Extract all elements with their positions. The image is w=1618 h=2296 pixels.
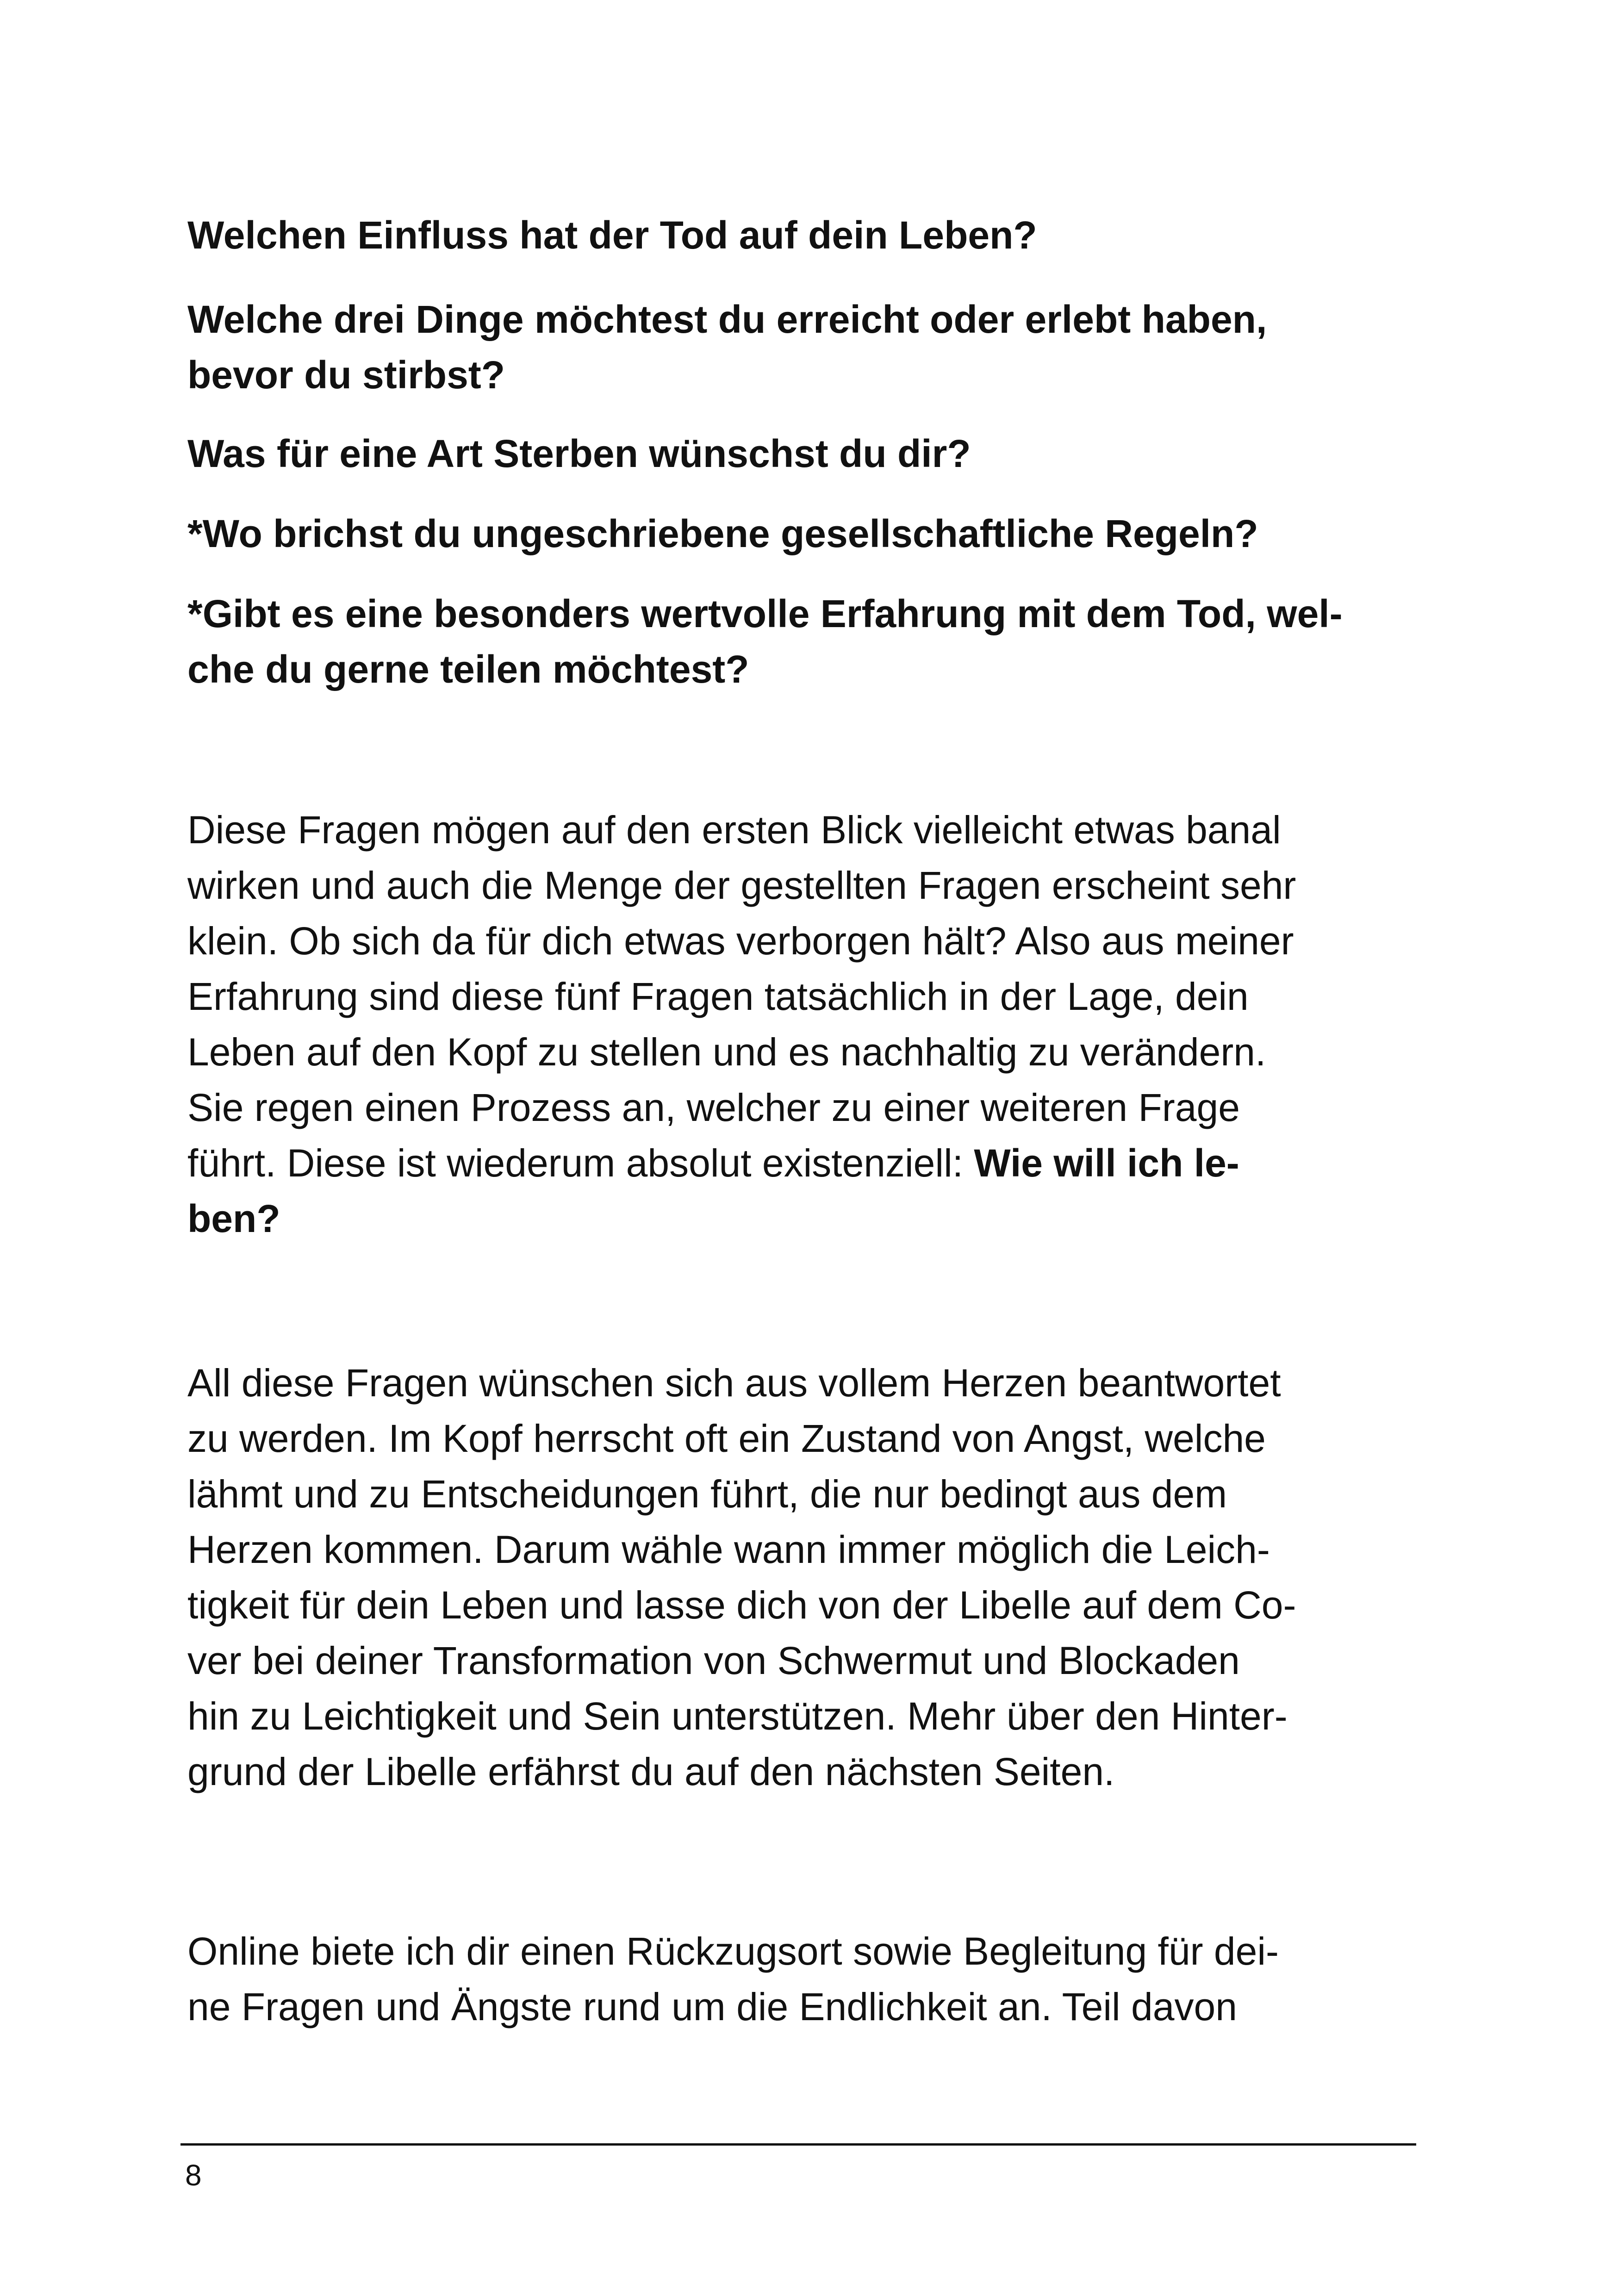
paragraph-line: lähmt und zu Entscheidungen führt, die nur bedingt aus dem [187, 1472, 1227, 1516]
paragraph-line: hin zu Leichtigkeit und Sein unterstützen. Mehr über den Hinter- [187, 1694, 1288, 1738]
question-1 [187, 207, 1419, 263]
question-3 [187, 426, 1419, 481]
paragraph-line: All diese Fragen wünschen sich aus vollem Herzen beantwortet [187, 1361, 1281, 1405]
question-4 [187, 506, 1419, 561]
paragraph-line: Diese Fragen mögen auf den ersten Blick vielleicht etwas banal [187, 808, 1281, 852]
paragraph-line: tigkeit für dein Leben und lasse dich von der Libelle auf dem Co- [187, 1583, 1296, 1627]
question-line: Was für eine Art Sterben wünschst du dir? [187, 432, 971, 475]
question-line: bevor du stirbst? [187, 353, 505, 397]
question-line: Welchen Einfluss hat der Tod auf dein Leben? [187, 213, 1037, 257]
paragraph-line: Sie regen einen Prozess an, welcher zu einer weiteren Frage [187, 1086, 1240, 1129]
question-line: *Gibt es eine besonders wertvolle Erfahrung mit dem Tod, wel- [187, 592, 1343, 635]
question-2 [187, 292, 1419, 403]
question-line: Welche drei Dinge möchtest du erreicht oder erlebt haben, [187, 298, 1267, 341]
paragraph-3 [187, 1923, 1419, 2035]
paragraph-text: führt. Diese ist wiederum absolut existenziell: [187, 1141, 974, 1185]
key-question-text: Wie will ich le- [974, 1141, 1239, 1185]
paragraph-line: wirken und auch die Menge der gestellten Fragen erscheint sehr [187, 864, 1296, 907]
paragraph-line: ver bei deiner Transformation von Schwermut und Blockaden [187, 1639, 1240, 1682]
paragraph-line: klein. Ob sich da für dich etwas verborgen hält? Also aus meiner [187, 919, 1294, 963]
footer-divider [180, 2143, 1416, 2146]
paragraph-line: Herzen kommen. Darum wähle wann immer möglich die Leich- [187, 1528, 1270, 1571]
question-line: che du gerne teilen möchtest? [187, 647, 749, 691]
paragraph-line: ne Fragen und Ängste rund um die Endlichkeit an. Teil davon [187, 1985, 1237, 2028]
paragraph-line: grund der Libelle erfährst du auf den nächsten Seiten. [187, 1750, 1115, 1793]
page-number: 8 [185, 2159, 202, 2192]
paragraph-1 [187, 802, 1419, 1246]
paragraph-line [187, 1135, 1419, 1191]
paragraph-line: Leben auf den Kopf zu stellen und es nachhaltig zu verändern. [187, 1030, 1266, 1074]
paragraph-line: Online biete ich dir einen Rückzugsort sowie Begleitung für dei- [187, 1929, 1279, 1973]
question-line: *Wo brichst du ungeschriebene gesellschaftliche Regeln? [187, 512, 1258, 555]
key-question-text: ben? [187, 1197, 280, 1240]
question-5 [187, 586, 1419, 697]
paragraph-line: zu werden. Im Kopf herrscht oft ein Zustand von Angst, welche [187, 1417, 1266, 1460]
paragraph-line: Erfahrung sind diese fünf Fragen tatsächlich in der Lage, dein [187, 975, 1249, 1018]
paragraph-2 [187, 1355, 1419, 1799]
